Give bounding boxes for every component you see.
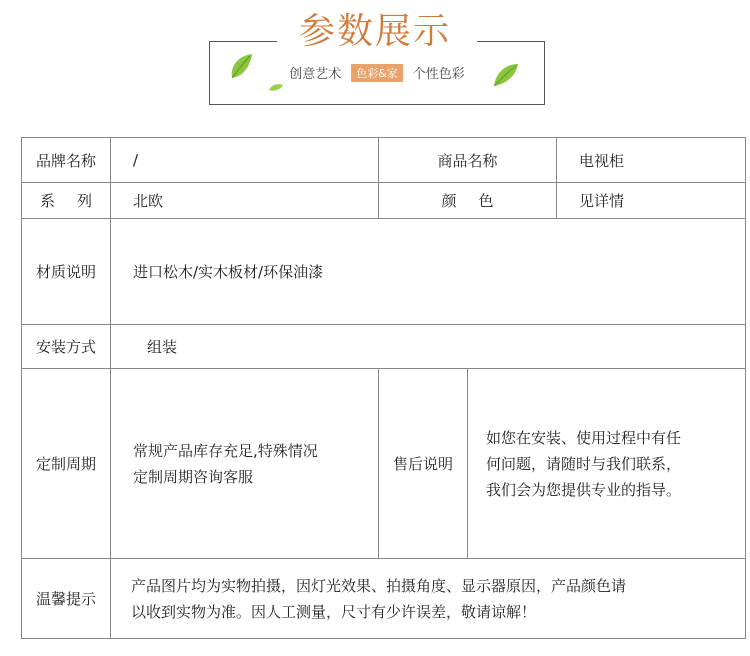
tips-line: 产品图片均为实物拍摄，因灯光效果、拍摄角度、显示器原因，产品颜色请 [131, 576, 627, 595]
cycle-line: 定制周期咨询客服 [133, 467, 254, 486]
brand-label: 品牌名称 [22, 138, 111, 183]
tips-value [111, 559, 746, 639]
cycle-value [111, 369, 379, 559]
brand-value: / [111, 138, 379, 183]
table-row [22, 559, 746, 639]
aftersale-line: 何问题，请随时与我们联系， [486, 454, 682, 473]
install-label: 安装方式 [22, 325, 111, 369]
leaf-icon-left [228, 52, 256, 80]
install-value: 组装 [111, 325, 746, 369]
leaf-icon-right [492, 60, 520, 88]
aftersale-line: 如您在安装、使用过程中有任 [486, 428, 682, 447]
series-value: 北欧 [111, 183, 379, 219]
color-label: 颜色 [379, 183, 557, 219]
product-label: 商品名称 [379, 138, 557, 183]
page-title: 参数展示 [298, 11, 451, 52]
table-row [22, 138, 746, 183]
slogan-left: 创意艺术 [289, 67, 342, 82]
cycle-label: 定制周期 [22, 369, 111, 559]
aftersale-label: 售后说明 [379, 369, 468, 559]
spec-table [21, 137, 746, 639]
aftersale-value [468, 369, 746, 559]
leaf-icon-left-small [268, 82, 284, 92]
slogan-badge: 色彩&家 [351, 64, 403, 82]
tips-line: 以收到实物为准。因人工测量，尺寸有少许误差，敬请谅解！ [131, 602, 537, 621]
table-row [22, 219, 746, 325]
material-value: 进口松木/实木板材/环保油漆 [111, 219, 746, 325]
table-row [22, 183, 746, 219]
color-value: 见详情 [557, 183, 746, 219]
tips-label: 温馨提示 [22, 559, 111, 639]
material-label: 材质说明 [22, 219, 111, 325]
series-label: 系列 [22, 183, 111, 219]
aftersale-line: 我们会为您提供专业的指导。 [486, 480, 682, 499]
product-value: 电视柜 [557, 138, 746, 183]
cycle-line: 常规产品库存充足,特殊情况 [133, 441, 318, 460]
table-row [22, 325, 746, 369]
slogan-right: 个性色彩 [412, 67, 465, 82]
table-row [22, 369, 746, 559]
